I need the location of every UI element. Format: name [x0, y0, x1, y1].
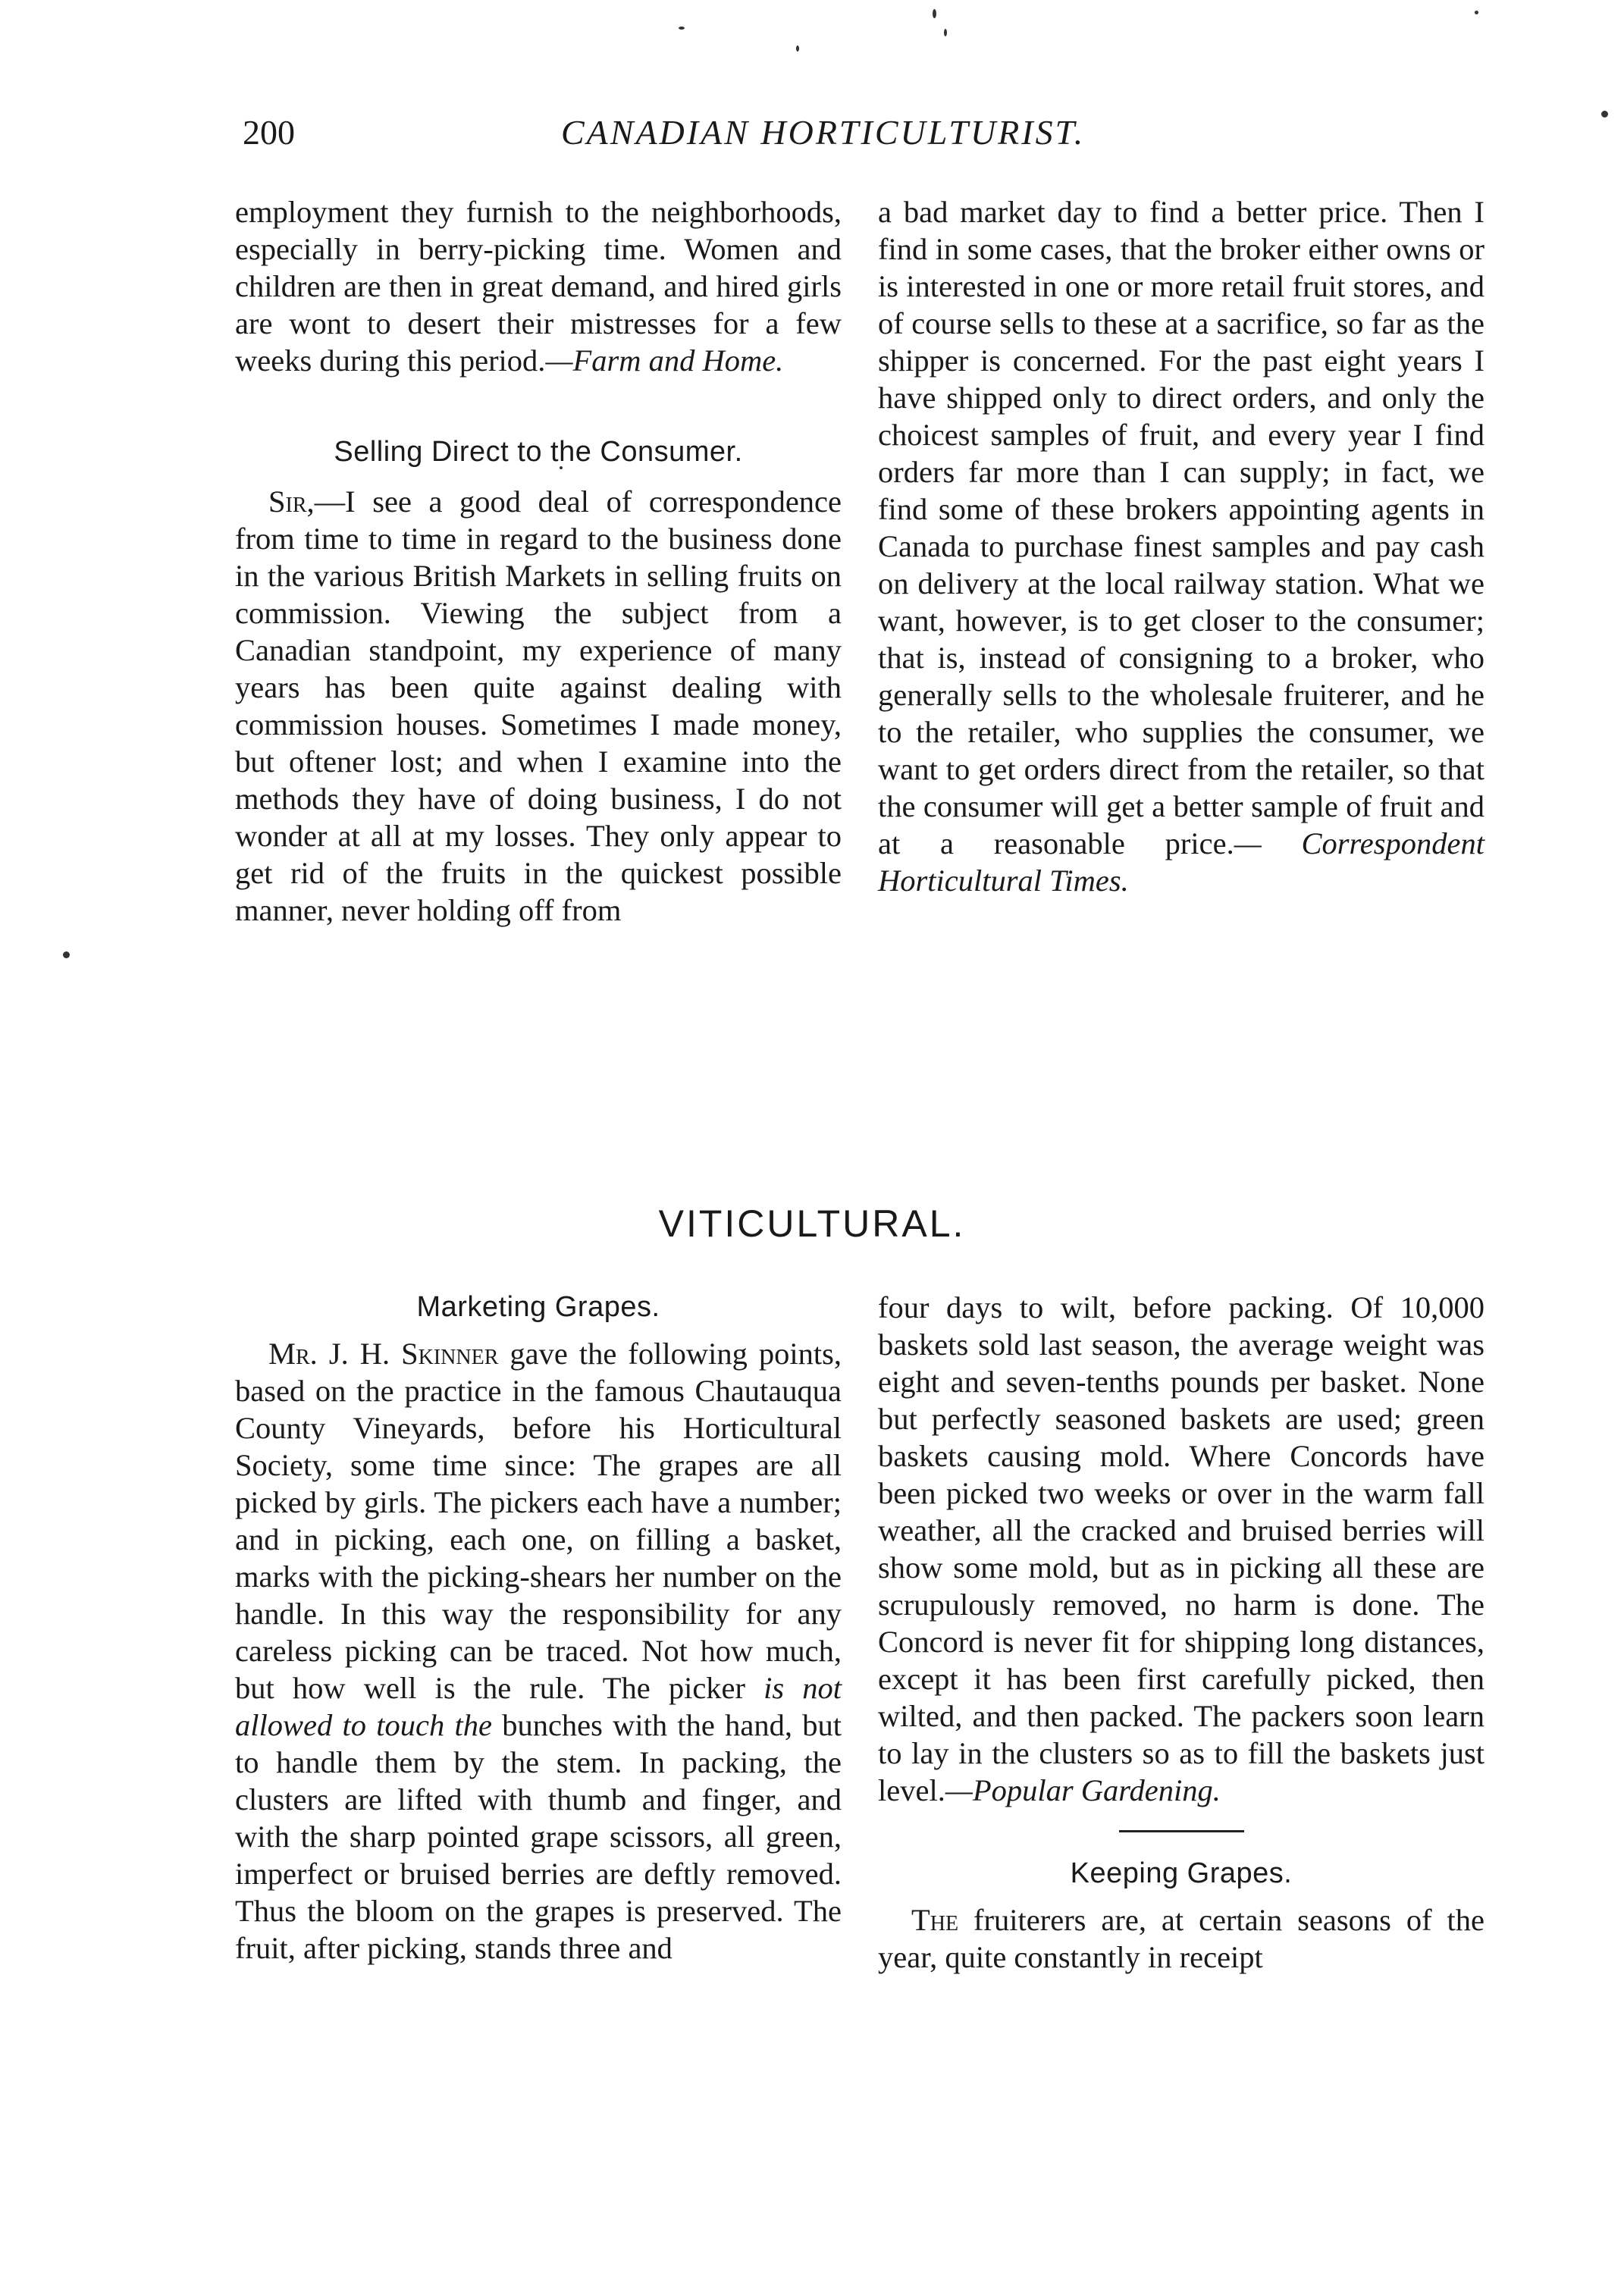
- article-paragraph: [878, 193, 1484, 899]
- article-body: four days to wilt, before packing. Of 10,000 baskets sold last season, the average weight was eight and seven-tenths pounds per basket. None but perfectly seasoned baskets are used; green baskets causing mold. Where Concords have been picked two weeks or over in the warm fall weather, all the cracked and bruised berries will show some mold, but as in picking all these are scrupulously removed, no harm is done. The Concord is never fit for shipping long distances, except it has been first carefully picked, then wilted, and then packed. The packers soon learn to lay in the clusters so as to fill the baskets just level.: [878, 1290, 1484, 1807]
- scan-speck: [933, 9, 936, 18]
- continuation-source: —Farm and Home.: [545, 343, 784, 378]
- lead-name: Mr. J. H. Skinner: [268, 1337, 499, 1371]
- scan-speck: [944, 29, 947, 36]
- article-body: gave the following points, based on the practice in the famous Chautauqua County Vineyards, before his Horticultural Society, some time since: The grapes are all picked by girls. The pickers each have a number; and in picking, each one, on filling a basket, marks with the picking-shears her number on the handle. In this way the responsibility for any careless picking can be traced. Not how much, but how well is the rule. The picker: [235, 1337, 842, 1705]
- article-heading-selling-direct: Selling Direct to the Consumer.: [334, 436, 743, 468]
- scan-speck: [63, 951, 70, 958]
- scan-speck: [1475, 11, 1478, 14]
- article-source: — Correspondent Horticultural Times.: [878, 826, 1484, 898]
- article-body-emphasis: is not allowed to touch the: [235, 1671, 842, 1742]
- lead-word: The: [911, 1903, 959, 1937]
- article-paragraph: [235, 1335, 842, 1967]
- scan-speck: [1601, 111, 1608, 118]
- article-paragraph: [878, 1289, 1484, 1809]
- section-heading-viticultural: VITICULTURAL.: [658, 1202, 966, 1245]
- article-heading-marketing-grapes: Marketing Grapes.: [416, 1291, 660, 1323]
- article-body: fruiterers are, at certain seasons of the year, quite constantly in receipt: [878, 1903, 1485, 1974]
- article-heading-keeping-grapes: Keeping Grapes.: [1070, 1857, 1293, 1889]
- scan-speck: [679, 27, 685, 30]
- scan-speck: [796, 45, 799, 52]
- article-body: —I see a good deal of correspondence from time to time in regard to the business done in the various British Markets in selling fruits on commission. Viewing the subject from a Canadian standpoint, my experience of many years has been quite against dealing with commission houses. Sometimes I made money, but oftener lost; and when I examine into the methods they have of doing business, I do not wonder at all at my losses. They only appear to get rid of the fruits in the quickest possible manner, never holding off from: [235, 484, 842, 927]
- article-paragraph: [878, 1901, 1484, 1976]
- page-number: 200: [243, 113, 295, 152]
- continuation-text: employment they furnish to the neighborhoods, especially in berry-picking time. Women and children are then in great demand, and hired girls are wont to desert their mistresses for a few weeks during this period.: [235, 195, 842, 378]
- column-top-left: [235, 193, 842, 929]
- column-top-right: [878, 193, 1484, 899]
- salutation: Sir,: [268, 484, 315, 519]
- continuation-paragraph: [235, 193, 842, 379]
- article-source: —Popular Gardening.: [945, 1773, 1221, 1807]
- running-title: CANADIAN HORTICULTURIST.: [561, 113, 1086, 152]
- section-divider: [1119, 1830, 1244, 1832]
- article-body: bunches with the hand, but to handle them by the stem. In packing, the clusters are lifted with thumb and finger, and with the sharp pointed grape scissors, all green, imperfect or bruised berries are deftly removed. Thus the bloom on the grapes is preserved. The fruit, after picking, stands three and: [235, 1708, 842, 1965]
- article-body: a bad market day to find a better price. Then I find in some cases, that the broker either owns or is interested in one or more retail fruit stores, and of course sells to these at a sacrifice, so far as the shipper is concerned. For the past eight years I have shipped only to direct orders, and only the choicest samples of fruit, and every year I find orders far more than I can supply; in fact, we find some of these brokers appointing agents in Canada to purchase finest samples and pay cash on delivery at the local railway station. What we want, however, is to get closer to the consumer; that is, instead of consigning to a broker, who generally sells to the wholesale fruiterer, and he to the retailer, who supplies the consumer, we want to get orders direct from the retailer, so that the consumer will get a better sample of fruit and at a reasonable price.: [878, 195, 1484, 860]
- column-bottom-right: [878, 1289, 1484, 1976]
- article-paragraph: [235, 483, 842, 929]
- column-bottom-left: [235, 1289, 842, 1967]
- page-header: [243, 112, 1494, 165]
